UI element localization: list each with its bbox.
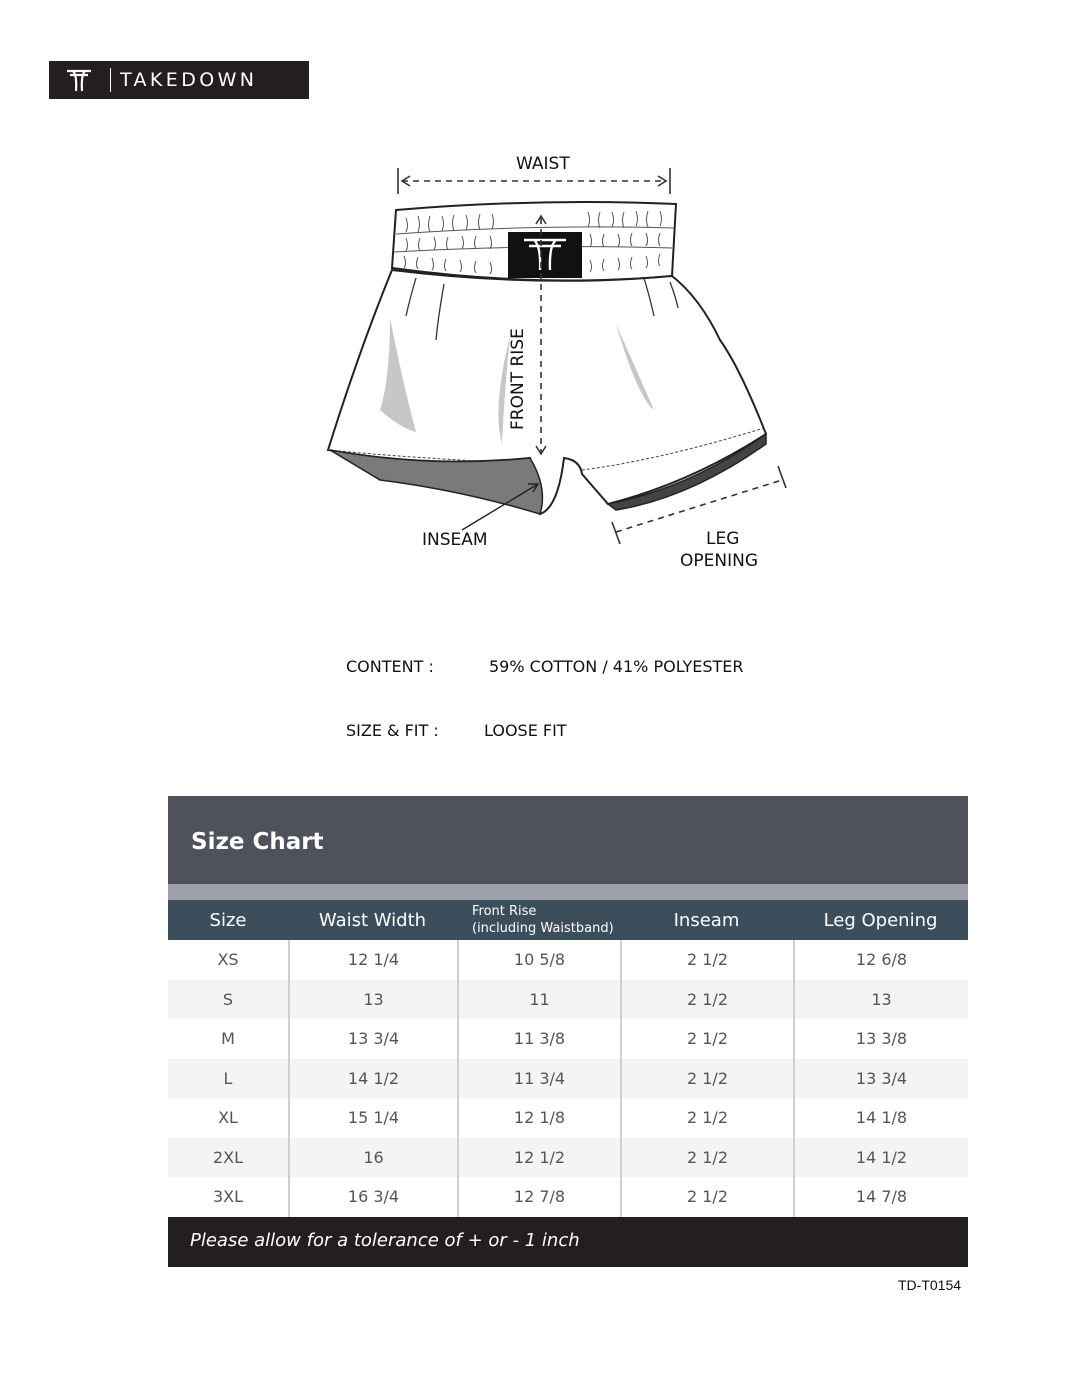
waist-label: WAIST [516, 154, 570, 174]
content-value: 59% COTTON / 41% POLYESTER [489, 657, 744, 676]
content-label: CONTENT : [346, 657, 434, 676]
cell-size: M [221, 1029, 235, 1049]
tolerance-note: Please allow for a tolerance of + or - 1 inch [168, 1217, 968, 1267]
cell-size: 3XL [212, 1187, 244, 1207]
cell-size: 2XL [212, 1147, 244, 1167]
size-chart-divider [168, 884, 968, 900]
shorts-illustration [320, 148, 800, 588]
cell-inseam: 2 1/2 [620, 1177, 793, 1217]
cell-waist-width: 16 [288, 1138, 457, 1178]
cell-inseam: 2 1/2 [620, 1138, 793, 1178]
cell-waist-width: 14 1/2 [288, 1059, 457, 1099]
cell-size: L [223, 1068, 233, 1088]
cell-leg-opening: 14 1/2 [793, 1138, 968, 1178]
header-leg-opening: Leg Opening [823, 909, 938, 931]
cell-leg-opening: 13 [793, 980, 968, 1020]
cell-leg-opening: 13 3/8 [793, 1019, 968, 1059]
cell-size: XL [218, 1108, 238, 1128]
header-inseam: Inseam [673, 909, 740, 931]
cell-front-rise: 11 3/8 [457, 1019, 620, 1059]
cell-waist-width: 15 1/4 [288, 1098, 457, 1138]
cell-leg-opening: 14 7/8 [793, 1177, 968, 1217]
table-row [168, 1019, 968, 1059]
header-front-rise-line2: (including Waistband) [472, 921, 614, 936]
cell-front-rise: 11 3/4 [457, 1059, 620, 1099]
leg-opening-label-1: LEG [706, 529, 740, 549]
shorts-diagram [320, 148, 800, 588]
cell-inseam: 2 1/2 [620, 980, 793, 1020]
brand-logo [49, 61, 309, 99]
table-row [168, 1177, 968, 1217]
cell-inseam: 2 1/2 [620, 940, 793, 980]
cell-inseam: 2 1/2 [620, 1098, 793, 1138]
fit-label: SIZE & FIT : [346, 721, 439, 740]
cell-front-rise: 12 7/8 [457, 1177, 620, 1217]
brand-name: TAKEDOWN [120, 69, 258, 91]
table-row [168, 940, 968, 980]
leg-opening-label-2: OPENING [680, 551, 758, 571]
cell-front-rise: 10 5/8 [457, 940, 620, 980]
table-row [168, 980, 968, 1020]
size-chart-title: Size Chart [168, 796, 968, 884]
header-front-rise-line1: Front Rise [472, 904, 537, 919]
header-size: Size [209, 909, 247, 931]
table-row [168, 1138, 968, 1178]
size-chart [168, 796, 968, 1267]
product-code: TD-T0154 [898, 1277, 962, 1293]
table-row [168, 1059, 968, 1099]
header-waist-width: Waist Width [318, 909, 427, 931]
takedown-t-logo-icon [49, 61, 109, 99]
table-row [168, 1098, 968, 1138]
cell-leg-opening: 13 3/4 [793, 1059, 968, 1099]
cell-waist-width: 16 3/4 [288, 1177, 457, 1217]
cell-front-rise: 12 1/8 [457, 1098, 620, 1138]
cell-waist-width: 12 1/4 [288, 940, 457, 980]
cell-front-rise: 11 [457, 980, 620, 1020]
cell-leg-opening: 14 1/8 [793, 1098, 968, 1138]
cell-waist-width: 13 [288, 980, 457, 1020]
inseam-label: INSEAM [422, 530, 488, 550]
cell-leg-opening: 12 6/8 [793, 940, 968, 980]
size-chart-body [168, 940, 968, 1217]
front-rise-label: FRONT RISE [508, 328, 528, 430]
cell-inseam: 2 1/2 [620, 1019, 793, 1059]
cell-inseam: 2 1/2 [620, 1059, 793, 1099]
cell-front-rise: 12 1/2 [457, 1138, 620, 1178]
logo-divider [110, 68, 111, 92]
fit-value: LOOSE FIT [484, 721, 567, 740]
size-chart-header [168, 900, 968, 940]
cell-size: S [222, 989, 234, 1009]
cell-size: XS [217, 950, 239, 970]
cell-waist-width: 13 3/4 [288, 1019, 457, 1059]
header-front-rise [457, 900, 620, 940]
